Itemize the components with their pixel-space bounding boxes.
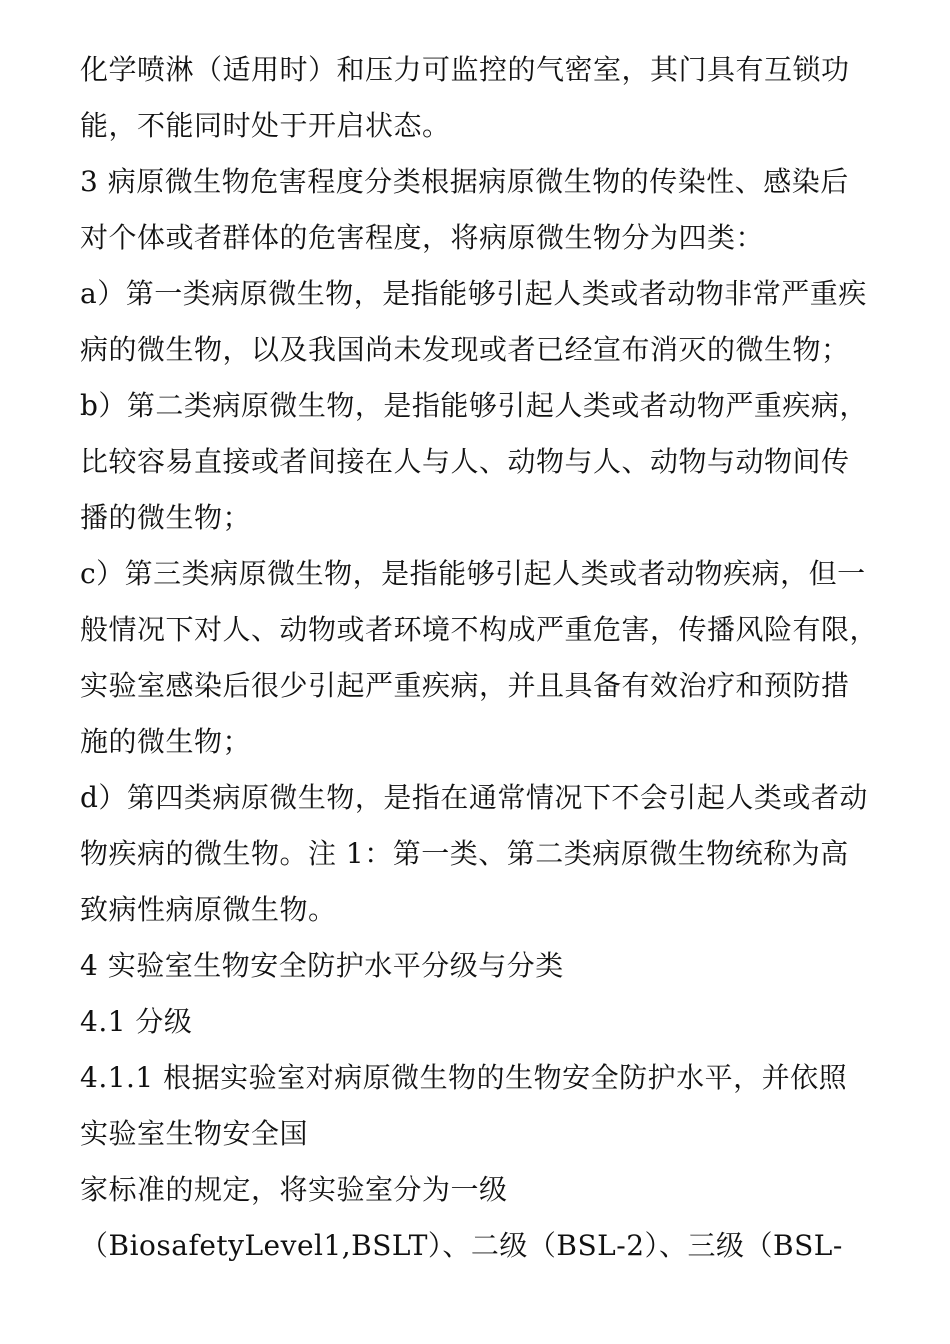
- item-c-line-2: 般情况下对人、动物或者环境不构成严重危害，传播风险有限，: [80, 613, 879, 646]
- section-4-heading: 4 实验室生物安全防护水平分级与分类: [80, 949, 564, 982]
- text-line-1: 化学喷淋（适用时）和压力可监控的气密室，其门具有互锁功: [80, 53, 850, 86]
- item-b-line-3: 播的微生物；: [80, 501, 252, 534]
- clause-4-1-1-line-1: 4.1.1 根据实验室对病原微生物的生物安全防护水平，并依照: [80, 1061, 848, 1094]
- text-line-2: 能，不能同时处于开启状态。: [80, 109, 451, 142]
- item-c-line-4: 施的微生物；: [80, 725, 252, 758]
- section-3-heading-line: 3 病原微生物危害程度分类根据病原微生物的传染性、感染后: [80, 165, 849, 198]
- item-a-line-1: a）第一类病原微生物，是指能够引起人类或者动物非常严重疾: [80, 277, 867, 310]
- item-b-line-1: b）第二类病原微生物，是指能够引起人类或者动物严重疾病，: [80, 389, 868, 422]
- clause-4-1-1-line-3: 家标准的规定，将实验室分为一级: [80, 1173, 508, 1206]
- item-d-line-2: 物疾病的微生物。注 1：第一类、第二类病原微生物统称为高: [80, 837, 849, 870]
- item-c-line-1: c）第三类病原微生物，是指能够引起人类或者动物疾病，但一: [80, 557, 866, 590]
- text-line-4: 对个体或者群体的危害程度，将病原微生物分为四类：: [80, 221, 765, 254]
- clause-4-1-1-line-4: （BiosafetyLevel1,BSLT）、二级（BSL-2）、三级（BSL-: [80, 1229, 843, 1262]
- item-a-line-2: 病的微生物，以及我国尚未发现或者已经宣布消灭的微生物；: [80, 333, 850, 366]
- item-c-line-3: 实验室感染后很少引起严重疾病，并且具备有效治疗和预防措: [80, 669, 850, 702]
- item-d-line-3: 致病性病原微生物。: [80, 893, 337, 926]
- clause-4-1-1-line-2: 实验室生物安全国: [80, 1117, 309, 1150]
- item-b-line-2: 比较容易直接或者间接在人与人、动物与人、动物与动物间传: [80, 445, 850, 478]
- section-4-1-heading: 4.1 分级: [80, 1005, 193, 1038]
- item-d-line-1: d）第四类病原微生物，是指在通常情况下不会引起人类或者动: [80, 781, 868, 814]
